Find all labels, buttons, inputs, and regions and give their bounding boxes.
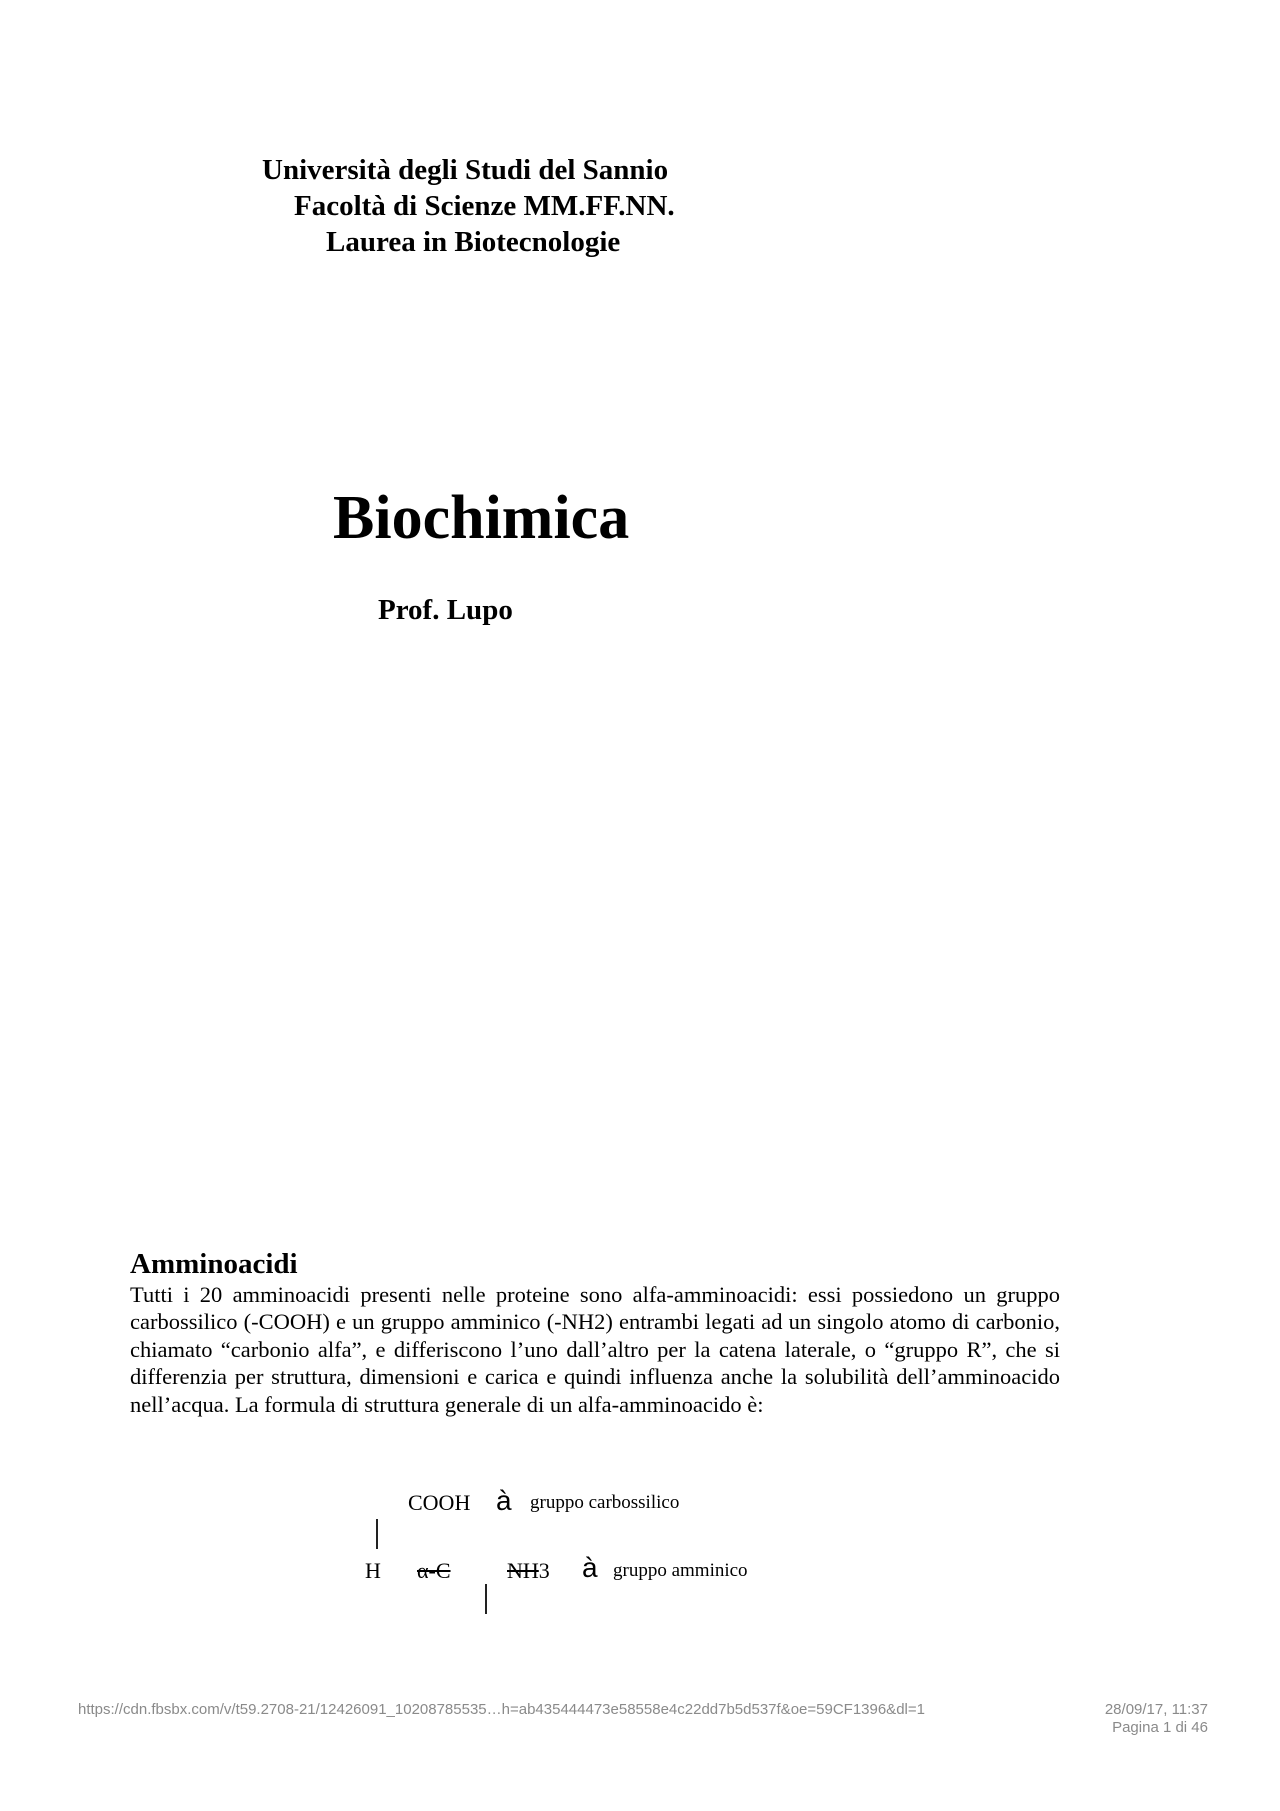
section-paragraph: Tutti i 20 amminoacidi presenti nelle proteine sono alfa-amminoacidi: essi possiedono un gruppo carbossilico (-COOH) e un gruppo amminico (-NH2) entrambi legati ad un singolo atomo di carbonio, chiamato “carbonio alfa”, e differiscono l’uno dall’altro per la catena laterale, o “gruppo R”, che si differenzia per struttura, dimensioni e carica e quindi influenza anche la solubilità dell’amminoacido nell’acqua. La formula di struttura generale di un alfa-amminoacido è:	[130, 1282, 1060, 1417]
degree-name: Laurea in Biotecnologie	[326, 226, 621, 258]
alpha-carbon: α-C	[417, 1558, 451, 1583]
footer-page-number: Pagina 1 di 46	[1112, 1719, 1208, 1736]
faculty-name: Facoltà di Scienze MM.FF.NN.	[294, 190, 675, 222]
amino-group	[507, 1558, 550, 1584]
amino-group-base: NH	[507, 1558, 539, 1583]
carboxyl-group: COOH	[408, 1490, 471, 1515]
section-heading: Amminoacidi	[130, 1248, 298, 1280]
bond-line-vertical	[376, 1519, 378, 1549]
carboxyl-label: gruppo carbossilico	[530, 1492, 680, 1513]
amino-group-suffix: 3	[538, 1558, 550, 1583]
course-title: Biochimica	[333, 484, 630, 552]
amino-label: gruppo amminico	[613, 1560, 748, 1581]
hydrogen-atom: H	[365, 1558, 381, 1583]
footer-url: https://cdn.fbsbx.com/v/t59.2708-21/12426091_10208785535…h=ab435444473e58558e4c22dd7b5d537f&oe=59CF1396&dl=1	[78, 1701, 925, 1718]
arrow-glyph: à	[496, 1485, 512, 1516]
bond-line-vertical	[485, 1584, 487, 1614]
professor-name: Prof. Lupo	[378, 594, 513, 626]
arrow-glyph: à	[582, 1552, 598, 1583]
footer-datetime: 28/09/17, 11:37	[1104, 1701, 1208, 1718]
university-name: Università degli Studi del Sannio	[262, 154, 669, 186]
